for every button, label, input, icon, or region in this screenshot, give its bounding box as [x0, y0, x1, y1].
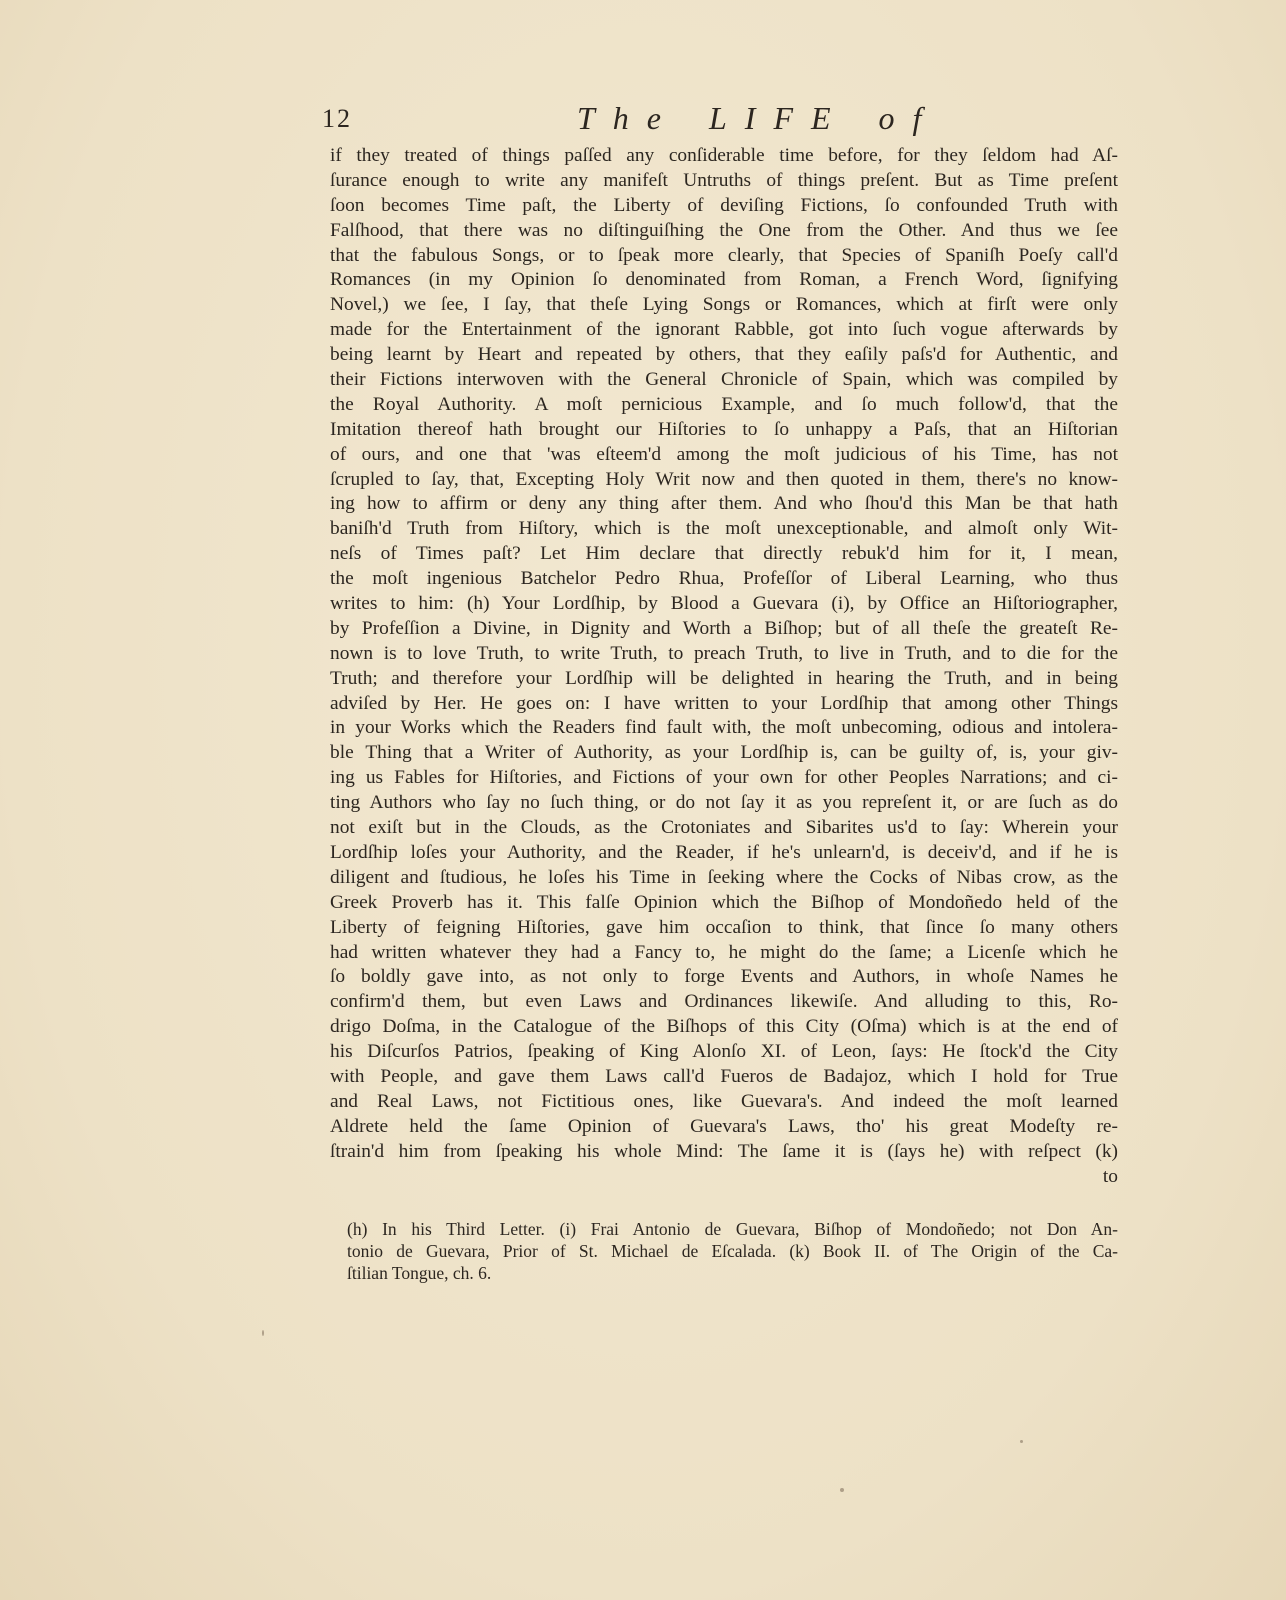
- text-line: made for the Entertainment of the ignorant Rabble, got into ſuch vogue afterwards by: [330, 319, 1118, 341]
- text-line: Liberty of feigning Hiſtories, gave him occaſion to think, that ſince ſo many others: [330, 916, 1118, 938]
- footnotes: [347, 1218, 1118, 1284]
- catchword: to: [1102, 1165, 1118, 1187]
- text-line: ſtrain'd him from ſpeaking his whole Mind: The ſame it is (ſays he) with reſpect (k): [330, 1140, 1118, 1162]
- text-line: if they treated of things paſſed any conſiderable time before, for they ſeldom had Aſ-: [330, 145, 1118, 166]
- paper-speck: [262, 1330, 264, 1336]
- text-line: ſo boldly gave into, as not only to forge Events and Authors, in whoſe Names he: [330, 966, 1118, 988]
- text-line: in your Works which the Readers find fault with, the moſt unbecoming, odious and intolera-: [330, 717, 1118, 739]
- text-line: Falſhood, that there was no diſtinguiſhing the One from the Other. And thus we ſee: [330, 219, 1118, 241]
- text-line: his Diſcurſos Patrios, ſpeaking of King Alonſo XI. of Leon, ſays: He ſtock'd the City: [330, 1041, 1118, 1063]
- text-line: Novel,) we ſee, I ſay, that theſe Lying Songs or Romances, which at firſt were only: [330, 294, 1118, 316]
- text-line: confirm'd them, but even Laws and Ordinances likewiſe. And alluding to this, Ro-: [330, 991, 1118, 1013]
- text-line: writes to him: (h) Your Lordſhip, by Blood a Guevara (i), by Office an Hiſtoriographer,: [330, 593, 1118, 615]
- text-line: and Real Laws, not Fictitious ones, like Guevara's. And indeed the moſt learned: [330, 1090, 1118, 1112]
- text-line: drigo Doſma, in the Catalogue of the Biſhops of this City (Oſma) which is at the end of: [330, 1016, 1118, 1038]
- text-line: had written whatever they had a Fancy to, he might do the ſame; a Licenſe which he: [330, 941, 1118, 963]
- text-line: Lordſhip loſes your Authority, and the Reader, if he's unlearn'd, is deceiv'd, and if he is: [330, 841, 1118, 863]
- text-line: being learnt by Heart and repeated by others, that they eaſily paſs'd for Authentic, and: [330, 344, 1118, 366]
- page-number: 12: [322, 104, 352, 133]
- text-line: the Royal Authority. A moſt pernicious Example, and ſo much follow'd, that the: [330, 393, 1118, 415]
- footnote-line: tonio de Guevara, Prior of St. Michael de Eſcalada. (k) Book II. of The Origin of the Ca-: [347, 1241, 1118, 1261]
- text-line: baniſh'd Truth from Hiſtory, which is the moſt unexceptionable, and almoſt only Wit-: [330, 518, 1118, 540]
- text-line: ſoon becomes Time paſt, the Liberty of deviſing Fictions, ſo confounded Truth with: [330, 194, 1118, 216]
- text-line: neſs of Times paſt? Let Him declare that directly rebuk'd him for it, I mean,: [330, 543, 1118, 565]
- text-line: Aldrete held the ſame Opinion of Guevara's Laws, tho' his great Modeſty re-: [330, 1115, 1118, 1137]
- text-line: that the fabulous Songs, or to ſpeak more clearly, that Species of Spaniſh Poeſy call'd: [330, 244, 1118, 266]
- footnote-line: ſtilian Tongue, ch. 6.: [347, 1263, 492, 1283]
- text-line: adviſed by Her. He goes on: I have written to your Lordſhip that among other Things: [330, 692, 1118, 714]
- paper-speck: [840, 1488, 844, 1492]
- text-line: Imitation thereof hath brought our Hiſtories to ſo unhappy a Paſs, that an Hiſtorian: [330, 418, 1118, 440]
- text-line: ſurance enough to write any manifeſt Untruths of things preſent. But as Time preſent: [330, 169, 1118, 191]
- body-text: [330, 144, 1118, 1189]
- text-line: with People, and gave them Laws call'd Fueros de Badajoz, which I hold for True: [330, 1065, 1118, 1087]
- footnote-line: (h) In his Third Letter. (i) Frai Antonio de Guevara, Biſhop of Mondoñedo; not Don An-: [347, 1219, 1118, 1239]
- text-line: nown is to love Truth, to write Truth, to preach Truth, to live in Truth, and to die for the: [330, 642, 1118, 664]
- text-line: Truth; and therefore your Lordſhip will be delighted in hearing the Truth, and in being: [330, 667, 1118, 689]
- text-line: Greek Proverb has it. This falſe Opinion which the Biſhop of Mondoñedo held of the: [330, 891, 1118, 913]
- text-line: Romances (in my Opinion ſo denominated from Roman, a French Word, ſignifying: [330, 269, 1118, 291]
- text-line: not exiſt but in the Clouds, as the Crotoniates and Sibarites us'd to ſay: Wherein your: [330, 817, 1118, 839]
- text-line: ſcrupled to ſay, that, Excepting Holy Writ now and then quoted in them, there's no know-: [330, 468, 1118, 490]
- text-line: by Profeſſion a Divine, in Dignity and Worth a Biſhop; but of all theſe the greateſt Re-: [330, 617, 1118, 639]
- running-header: [322, 100, 1122, 140]
- text-line: ing us Fables for Hiſtories, and Fictions of your own for other Peoples Narrations; and ci-: [330, 767, 1118, 789]
- text-line: ing how to affirm or deny any thing after them. And who ſhou'd this Man be that hath: [330, 493, 1118, 515]
- running-title: The LIFE of: [577, 100, 940, 136]
- text-line: diligent and ſtudious, he loſes his Time in ſeeking where the Cocks of Nibas crow, as the: [330, 866, 1118, 888]
- paper-speck: [1020, 1440, 1023, 1443]
- text-line: of ours, and one that 'was eſteem'd among the moſt judicious of his Time, has not: [330, 443, 1118, 465]
- text-line: the moſt ingenious Batchelor Pedro Rhua, Profeſſor of Liberal Learning, who thus: [330, 568, 1118, 590]
- text-line: ting Authors who ſay no ſuch thing, or do not ſay it as you repreſent it, or are ſuch as do: [330, 792, 1118, 814]
- text-line: ble Thing that a Writer of Authority, as your Lordſhip is, can be guilty of, is, your giv-: [330, 742, 1118, 764]
- text-line: their Fictions interwoven with the General Chronicle of Spain, which was compiled by: [330, 369, 1118, 391]
